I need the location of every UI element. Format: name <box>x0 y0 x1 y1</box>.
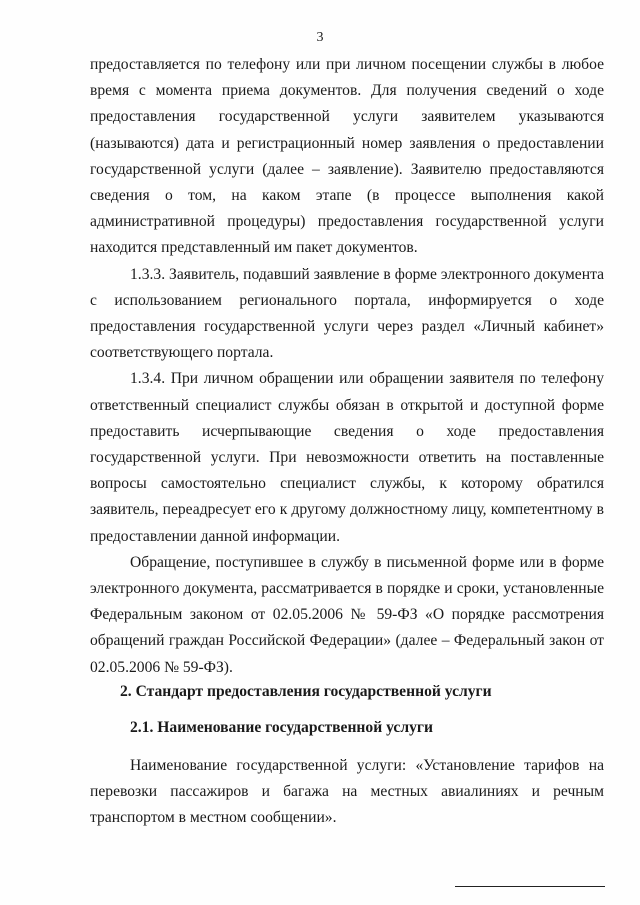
paragraph-1-3-3: 1.3.3. Заявитель, подавший заявление в форме электронного документа с использованием регионального портала, информируется о ходе предоставления государственной услуги через раздел «Личный кабинет» соответствующего портала. <box>90 265 604 362</box>
paragraph-1-3-4: 1.3.4. При личном обращении или обращении заявителя по телефону ответственный специалист службы обязан в открытой и доступной форме предоставить исчерпывающие сведения о ходе предоставления государственной услуги. При невозможности ответить на поставленные вопросы самостоятельно специалист службы, к которому обратился заявитель, переадресует его к другому должностному лицу, компетентному в предоставлении данной информации. <box>90 370 604 545</box>
subsection-heading: 2.1. Наименование государственной услуги <box>130 719 433 736</box>
service-name-paragraph: Наименование государственной услуги: «Установление тарифов на перевозки пассажиров и багажа на местных авиалиниях и речным транспортом в местном сообщении». <box>90 757 604 827</box>
page-number: 3 <box>316 30 324 45</box>
paragraph-continuation: предоставляется по телефону или при личном посещении службы в любое время с момента приема документов. Для получения сведений о ходе предоставления государственной услуги заявителем указываются (называются) дата и регистрационный номер заявления о предоставлении государственной услуги (далее – заявление). Заявителю предоставляются сведения о том, на каком этапе (в процессе выполнения какой административной процедуры) предоставления государственной услуги находится представленный им пакет документов. <box>90 56 604 257</box>
section-heading: 2. Стандарт предоставления государственной услуги <box>120 683 492 700</box>
service-name-block <box>90 753 604 832</box>
footer-rule <box>455 886 605 887</box>
paragraph-written-appeal: Обращение, поступившее в службу в письменной форме или в форме электронного документа, рассматривается в порядке и сроки, установленные Федеральным законом от 02.05.2006 № 59-ФЗ «О порядке рассмотрения обращений граждан Российской Федерации» (далее – Федеральный закон от 02.05.2006 № 59-ФЗ). <box>90 553 604 676</box>
document-body <box>90 52 604 681</box>
